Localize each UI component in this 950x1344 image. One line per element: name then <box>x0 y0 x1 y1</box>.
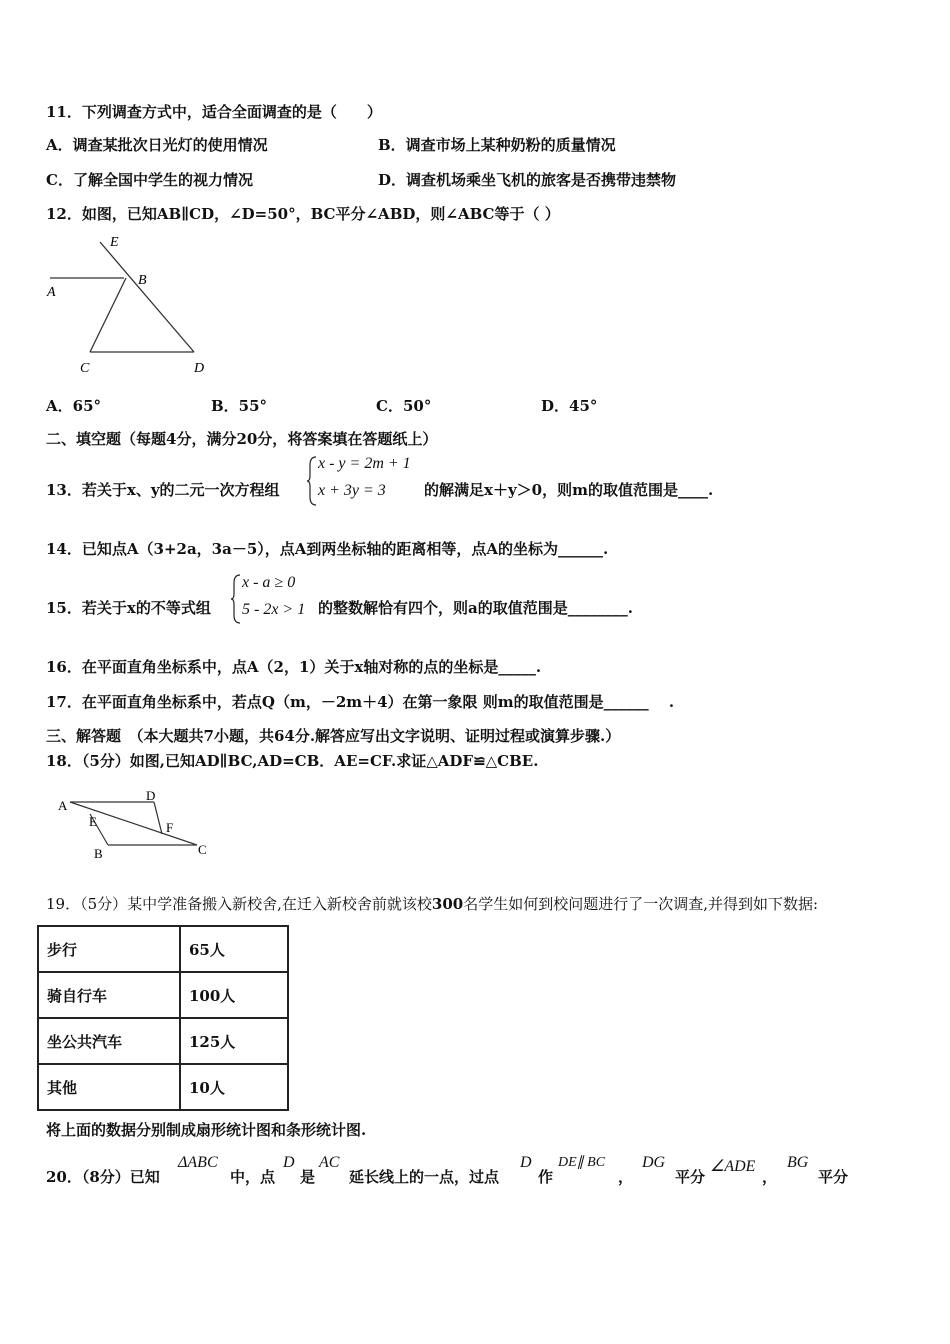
q13-equation-2: x + 3y = 3 <box>318 482 386 499</box>
label-e: E <box>89 814 97 829</box>
q13-prefix: 13．若关于x、y的二元一次方程组 <box>46 481 280 499</box>
table-row <box>38 972 288 1018</box>
q13-brace <box>306 455 318 507</box>
label-a: A <box>58 798 68 813</box>
section-2-heading: 二、填空题（每题4分，满分20分，将答案填在答题纸上） <box>46 430 438 448</box>
q13-equation-1: x - y = 2m + 1 <box>318 455 411 472</box>
q12-option-a: A．65° <box>46 397 102 415</box>
table-cell-count: 65人 <box>180 926 288 972</box>
q20-part-7: 平分 <box>818 1168 849 1186</box>
q12-option-d: D．45° <box>541 397 598 415</box>
q15-brace <box>230 573 242 625</box>
label-d: D <box>194 361 205 376</box>
q20-part-1: 20．（8分）已知 <box>46 1168 160 1186</box>
table-cell-mode: 坐公共汽车 <box>38 1018 180 1064</box>
q20-d1: D <box>283 1154 295 1171</box>
q20-dg: DG <box>642 1154 666 1171</box>
table-cell-count: 125人 <box>180 1018 288 1064</box>
q20-bg: BG <box>787 1154 809 1171</box>
q14-text: 14．已知点A（3+2a，3a－5），点A到两坐标轴的距离相等，点A的坐标为______. <box>46 540 609 558</box>
q13-suffix: 的解满足x＋y＞0，则m的取值范围是____. <box>424 481 714 499</box>
q19-table <box>37 925 289 1111</box>
q16-text: 16．在平面直角坐标系中，点A（2，1）关于x轴对称的点的坐标是_____. <box>46 658 542 676</box>
label-f: F <box>166 820 174 835</box>
table-row <box>38 1018 288 1064</box>
q12-figure <box>42 232 212 382</box>
q20-part-6: 平分 <box>675 1168 706 1186</box>
label-a: A <box>47 285 56 300</box>
q20-comma-2: ， <box>762 1168 778 1186</box>
q20-part-5: 作 <box>538 1168 554 1186</box>
q19-count: 300 <box>431 895 464 913</box>
label-c: C <box>80 361 90 376</box>
section-3-heading: 三、解答题 （本大题共7小题，共64分.解答应写出文字说明、证明过程或演算步骤.） <box>46 727 621 745</box>
q20-part-4: 延长线上的一点，过点 <box>349 1168 500 1186</box>
label-c: C <box>198 842 207 857</box>
q15-inequality-1: x - a ≥ 0 <box>242 574 296 591</box>
q18-text: 18．（5分）如图,已知AD∥BC,AD=CB．AE=CF.求证△ADF≌△CBE. <box>46 752 539 770</box>
table-cell-mode: 骑自行车 <box>38 972 180 1018</box>
q20-part-3: 是 <box>300 1168 316 1186</box>
q19-prefix: 19．（5分）某中学准备搬入新校舍,在迁入新校舍前就该校 <box>46 895 432 913</box>
label-d: D <box>146 788 156 803</box>
q15-inequality-2: 5 - 2x > 1 <box>242 601 306 618</box>
q11-stem: 11．下列调查方式中，适合全面调查的是（ ） <box>46 103 382 121</box>
q12-stem: 12．如图，已知AB∥CD，∠D=50°，BC平分∠ABD，则∠ABC等于（ ） <box>46 205 560 223</box>
label-b: B <box>94 846 103 861</box>
label-b: B <box>138 273 147 288</box>
table-cell-count: 10人 <box>180 1064 288 1110</box>
q12-option-b: B．55° <box>211 397 268 415</box>
q19-suffix: 名学生如何到校问题进行了一次调查,并得到如下数据: <box>463 895 819 913</box>
q15-suffix: 的整数解恰有四个，则a的取值范围是________. <box>318 599 633 617</box>
table-row <box>38 926 288 972</box>
q18-figure <box>52 788 232 868</box>
q20-abc: ΔABC <box>178 1154 218 1171</box>
table-cell-count: 100人 <box>180 972 288 1018</box>
q11-option-c: C．了解全国中学生的视力情况 <box>46 171 253 189</box>
q11-option-b: B．调查市场上某种奶粉的质量情况 <box>378 136 616 154</box>
table-cell-mode: 其他 <box>38 1064 180 1110</box>
q12-option-c: C．50° <box>376 397 432 415</box>
q19-after: 将上面的数据分别制成扇形统计图和条形统计图. <box>46 1121 367 1139</box>
q20-debc: DE∥ BC <box>558 1155 606 1170</box>
q11-option-a: A．调查某批次日光灯的使用情况 <box>46 136 268 154</box>
table-cell-mode: 步行 <box>38 926 180 972</box>
label-e: E <box>110 235 119 250</box>
q20-ade: ∠ADE <box>710 1158 756 1175</box>
q20-ac: AC <box>319 1154 340 1171</box>
q15-prefix: 15．若关于x的不等式组 <box>46 599 211 617</box>
table-row <box>38 1064 288 1110</box>
q20-part-2: 中，点 <box>230 1168 276 1186</box>
q11-option-d: D．调查机场乘坐飞机的旅客是否携带违禁物 <box>378 171 677 189</box>
q17-text: 17．在平面直角坐标系中，若点Q（m，－2m＋4）在第一象限 则m的取值范围是______ . <box>46 693 675 711</box>
q20-d2: D <box>520 1154 532 1171</box>
q20-comma-1: ， <box>618 1168 634 1186</box>
q19-intro <box>46 894 818 914</box>
